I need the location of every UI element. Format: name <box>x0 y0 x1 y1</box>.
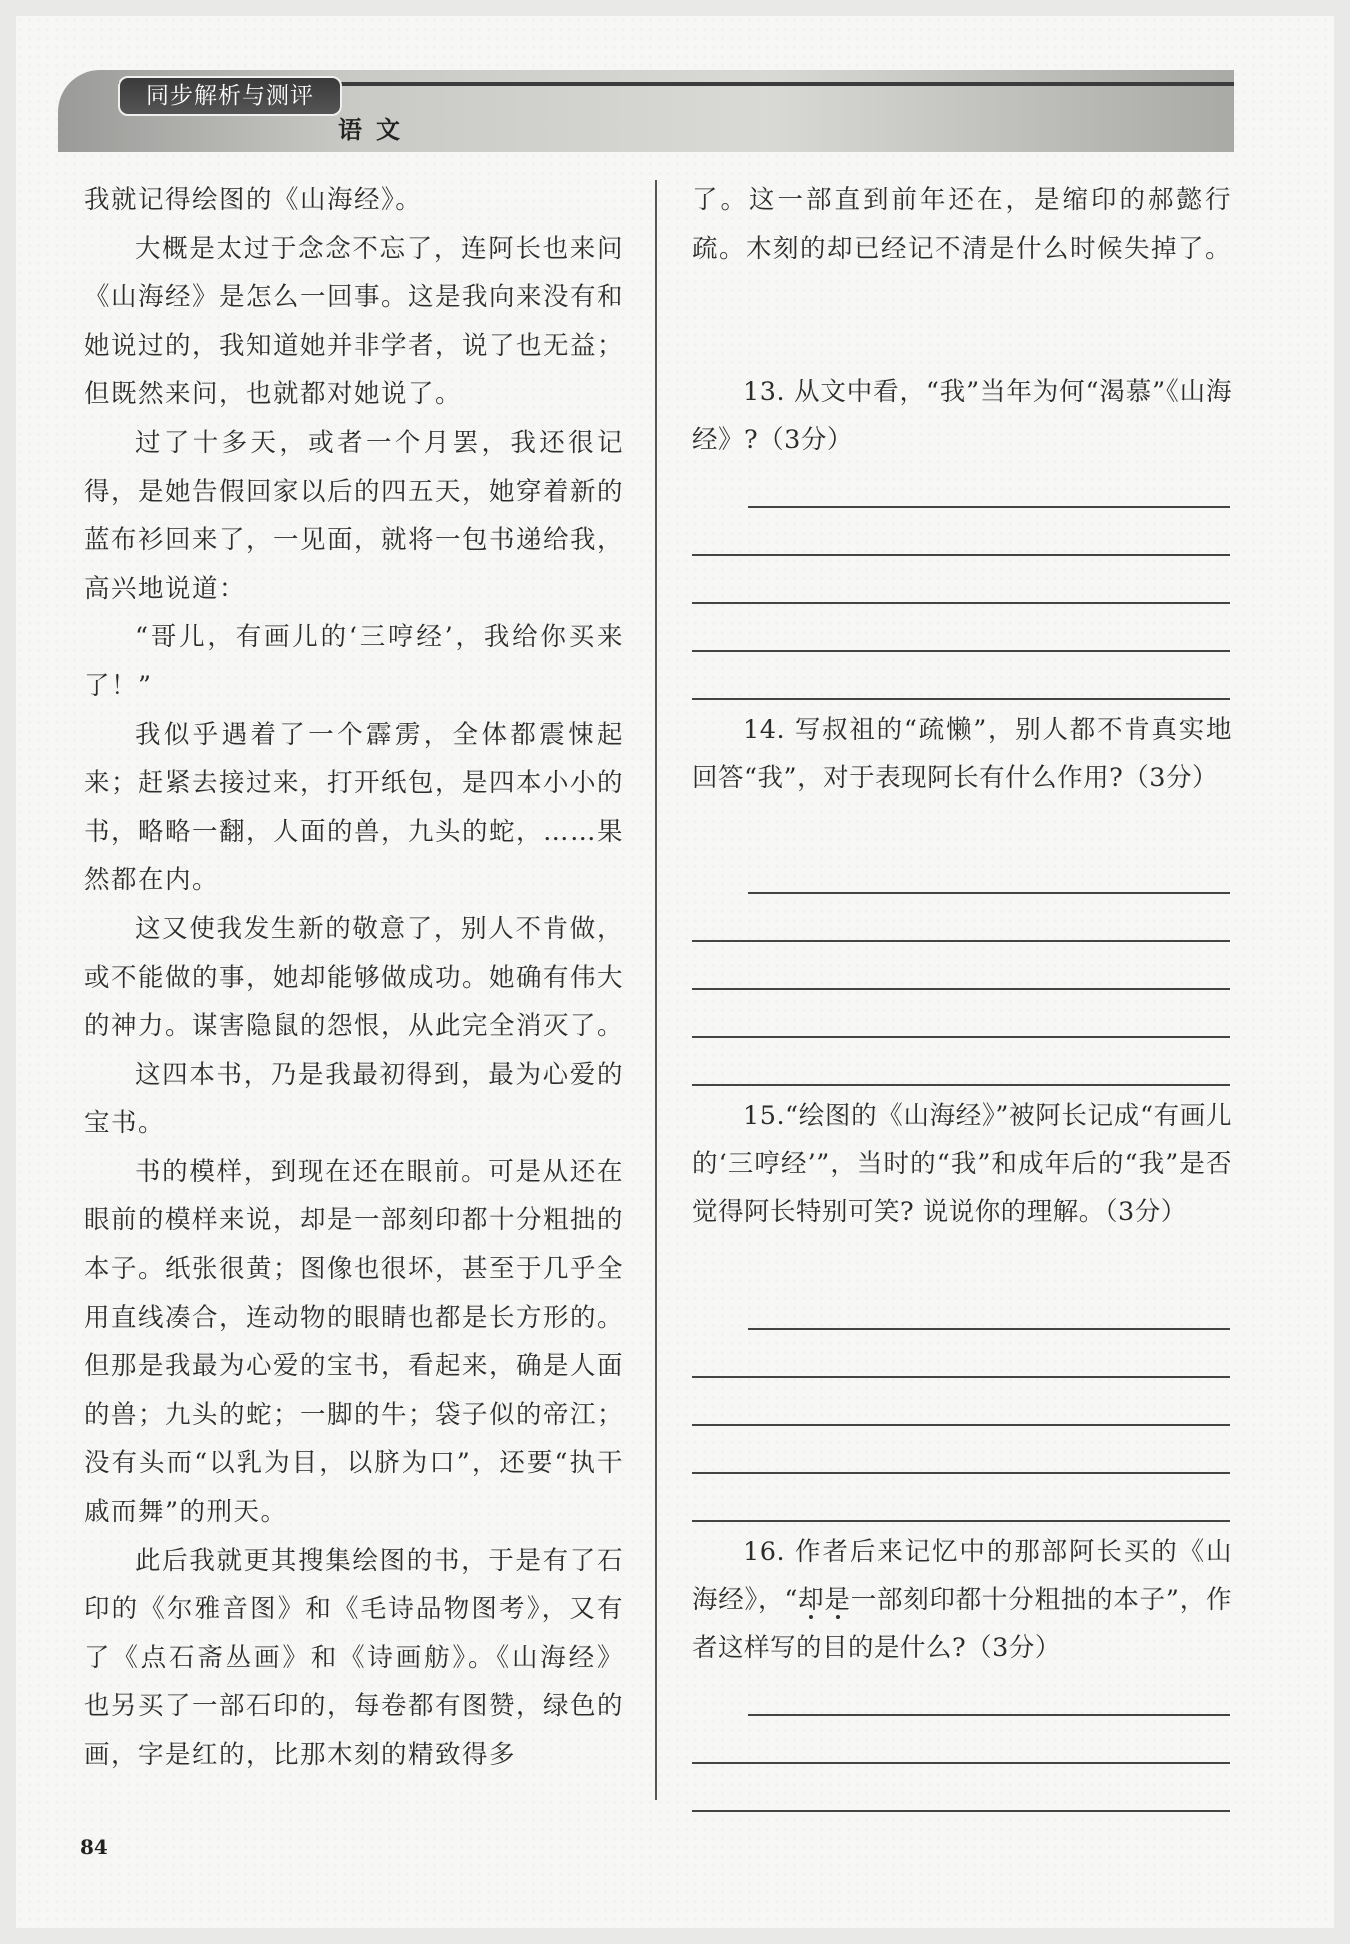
question-text: 14. 写叔祖的“疏懒”，别人都不肯真实地回答“我”，对于表现阿长有什么作用?（3分） <box>692 715 1232 793</box>
question-text: 13. 从文中看，“我”当年为何“渴慕”《山海经》?（3分） <box>692 377 1232 455</box>
question-text: 16. 作者后来记忆中的那部阿长买的《山海经》，“却是一部刻印都十分粗拙的本子”，作者这样写的目的是什么?（3分） <box>692 1537 1232 1663</box>
answer-line[interactable] <box>692 1520 1230 1522</box>
answer-line[interactable] <box>692 602 1230 604</box>
paragraph: 这又使我发生新的敬意了，别人不肯做，或不能做的事，她却能够做成功。她确有伟大的神力。谋害隐鼠的怨恨，从此完全消灭了。 <box>84 913 625 1042</box>
answer-line[interactable] <box>692 940 1230 942</box>
column-divider <box>655 180 657 1800</box>
answer-line[interactable] <box>692 1036 1230 1038</box>
paragraph: “哥儿，有画儿的‘三哼经’，我给你买来了！” <box>84 622 624 701</box>
question-13 <box>692 368 1232 464</box>
answer-line[interactable] <box>692 1472 1230 1474</box>
answer-line[interactable] <box>692 554 1230 556</box>
paragraph: 大概是太过于念念不忘了，连阿长也来问《山海经》是怎么一回事。这是我向来没有和她说过的，我知道她并非学者，说了也无益；但既然来问，也就都对她说了。 <box>84 233 625 410</box>
emphasis-dot-char: 却 <box>797 1585 825 1615</box>
paragraph: 书的模样，到现在还在眼前。可是从还在眼前的模样来说，却是一部刻印都十分粗拙的本子。纸张很黄；图像也很坏，甚至于几乎全用直线凑合，连动物的眼睛也都是长方形的。但那是我最为心爱的宝书，看起来，确是人面的兽；九头的蛇；一脚的牛；袋子似的帝江；没有头而“以乳为目，以脐为口”，还要“执干戚而舞”的刑天。 <box>84 1156 625 1528</box>
paragraph: 此后我就更其搜集绘图的书，于是有了石印的《尔雅音图》和《毛诗品物图考》，又有了《点石斋丛画》和《诗画舫》。《山海经》也另买了一部石印的，每卷都有图赞，绿色的画，字是红的，比那木刻的精致得多 <box>84 1545 625 1770</box>
answer-line[interactable] <box>692 1810 1230 1812</box>
answer-line[interactable] <box>748 892 1230 894</box>
emphasis-dot-char: 是 <box>824 1585 851 1615</box>
paragraph: 过了十多天，或者一个月罢，我还很记得，是她告假回家以后的四五天，她穿着新的蓝布衫回来了，一见面，就将一包书递给我，高兴地说道： <box>84 427 625 604</box>
answer-line[interactable] <box>748 1328 1230 1330</box>
book-title-tag: 同步解析与测评 <box>118 76 342 116</box>
answer-line[interactable] <box>692 1424 1230 1426</box>
answer-line[interactable] <box>748 1714 1230 1716</box>
paragraph: 我就记得绘图的《山海经》。 <box>84 185 423 215</box>
reading-passage-right <box>692 176 1232 273</box>
answer-line[interactable] <box>692 1762 1230 1764</box>
paragraph: 这四本书，乃是我最初得到，最为心爱的宝书。 <box>84 1059 624 1139</box>
question-text: 15.“绘图的《山海经》”被阿长记成“有画儿的‘三哼经’”，当时的“我”和成年后的“我”是否觉得阿长特别可笑? 说说你的理解。（3分） <box>692 1101 1232 1227</box>
question-15 <box>692 1092 1232 1236</box>
reading-passage-left <box>84 176 624 1780</box>
answer-line[interactable] <box>748 506 1230 508</box>
page-number: 84 <box>80 1835 108 1859</box>
paragraph: 我似乎遇着了一个霹雳，全体都震悚起来；赶紧去接过来，打开纸包，是四本小小的书，略略一翻，人面的兽，九头的蛇，……果然都在内。 <box>84 719 625 896</box>
answer-line[interactable] <box>692 650 1230 652</box>
answer-line[interactable] <box>692 1084 1230 1086</box>
paragraph-continuation: 了。这一部直到前年还在，是缩印的郝懿行疏。木刻的却已经记不清是什么时候失掉了。 <box>692 185 1233 264</box>
answer-line[interactable] <box>692 1376 1230 1378</box>
answer-line[interactable] <box>692 698 1230 700</box>
subject-label: 语文 <box>338 116 414 144</box>
question-14 <box>692 706 1232 802</box>
question-16 <box>692 1528 1232 1672</box>
answer-line[interactable] <box>692 988 1230 990</box>
